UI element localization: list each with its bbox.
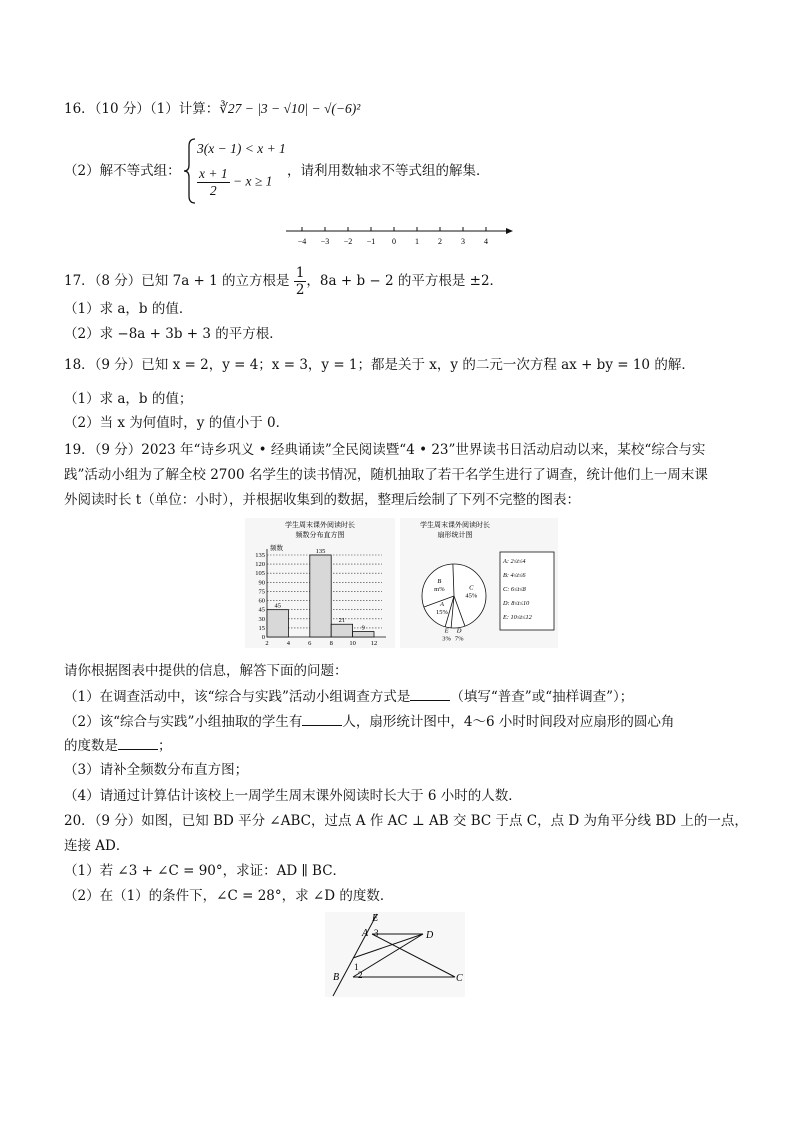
histogram-bar-label: 135	[315, 548, 326, 555]
q16-inequality-1: 3(x − 1) < x + 1	[197, 141, 286, 156]
q17-fraction	[294, 265, 307, 298]
line-ac	[372, 934, 455, 977]
histogram-ytick-label: 90	[258, 579, 265, 587]
histogram-ytick-label: 75	[258, 588, 265, 596]
histogram-ytick-label: 0	[261, 634, 265, 641]
histogram-ytick-label: 30	[258, 615, 265, 623]
q19-part3: （3）请补全频数分布直方图；	[64, 762, 249, 778]
pie-slice-label: E	[444, 627, 449, 635]
q19-blank-1[interactable]	[410, 688, 450, 701]
q16-fraction-den: 2	[209, 183, 217, 198]
number-line-tick-label: 1	[415, 237, 419, 246]
q19-part2-b: 人，扇形统计图中，4～6 小时时间段对应扇形的圆心角	[342, 714, 675, 730]
pie-legend-item: D: 8≤t≤10	[503, 600, 530, 607]
histogram-xtick-label: 2	[265, 640, 269, 647]
pie-slice-label: C	[469, 584, 474, 592]
pie-legend-item: B: 4≤t≤6	[503, 572, 526, 579]
q19-blank-2[interactable]	[302, 713, 342, 726]
number-line-tick-label: −2	[343, 237, 353, 246]
histogram-xtick-label: 6	[308, 640, 312, 647]
pie-legend-item: C: 6≤t≤8	[503, 586, 526, 593]
histogram-ytick-label: 60	[258, 597, 265, 605]
number-line-tick-label: −1	[366, 237, 376, 246]
q18-head: 18．（9 分）已知 x = 2，y = 4；x = 3，y = 1；都是关于 x，y 的二元一次方程 ax + by = 10 的解．	[64, 357, 695, 373]
pie-chart	[400, 518, 558, 648]
number-line-tick-label: 3	[461, 237, 465, 246]
histogram-bar	[310, 555, 331, 637]
label-angle-3: 3	[374, 928, 379, 938]
histogram-xtick-label: 12	[370, 640, 378, 647]
histogram-ytick-label: 120	[255, 561, 265, 569]
q18-part2: （2）当 x 为何值时，y 的值小于 0．	[64, 415, 290, 431]
label-b: B	[333, 972, 340, 983]
histogram-bar	[267, 610, 288, 637]
q19-line3: 外阅读时长 t（单位：小时），并根据收集到的数据，整理后绘制了下列不完整的图表：	[64, 492, 580, 508]
q16-fraction	[197, 166, 230, 199]
q20-line2: 连接 AD．	[64, 838, 130, 854]
pie-legend-item: A: 2≤t≤4	[503, 558, 526, 565]
q19-part4: （4）请通过计算估计该校上一周学生周末课外阅读时长大于 6 小时的人数．	[64, 788, 522, 804]
histogram-ytick-label: 45	[258, 606, 265, 614]
number-line-tick-label: −3	[320, 237, 330, 246]
number-line-tick-label: 0	[392, 237, 396, 246]
number-line-tick-label: −4	[297, 237, 307, 246]
q16-part2-label: （2）解不等式组：	[64, 163, 181, 179]
pie-legend-item: E: 10≤t≤12	[503, 614, 532, 621]
histogram-xtick-label: 4	[286, 640, 291, 647]
q19-part1-a: （1）在调查活动中，该“综合与实践”活动小组调查方式是	[64, 689, 411, 705]
q16-inequality-2-rest: − x ≥ 1	[232, 173, 273, 189]
q16-head: 16．（10 分）（1）计算：	[64, 101, 220, 117]
pie-slice-value: 3%	[442, 635, 451, 643]
histogram-subtitle: 频数分布直方图	[295, 531, 345, 539]
q17-head: 17．（8 分）已知 7a + 1 的立方根是	[64, 273, 290, 289]
q20-part2: （2）在（1）的条件下，∠C = 28°，求 ∠D 的度数．	[64, 888, 394, 904]
q19-part1-b: （填写“普查”或“抽样调查”）；	[450, 689, 634, 705]
histogram-xtick-label: 10	[349, 640, 356, 647]
pie-title: 学生周末课外阅读时长	[420, 521, 490, 529]
q16-part2-tail: ，请利用数轴求不等式组的解集．	[287, 163, 490, 179]
pie-slice-label: A	[440, 600, 444, 608]
label-c: C	[456, 973, 463, 984]
geometry-figure	[325, 912, 465, 997]
q20-line1: 20．（9 分）如图，已知 BD 平分 ∠ABC，过点 A 作 AC ⊥ AB 交 BC 于点 C，点 D 为角平分线 BD 上的一点，	[64, 813, 748, 829]
q17-fraction-den: 2	[295, 282, 305, 298]
q17-tail: ，8a + b − 2 的平方根是 ±2．	[306, 273, 504, 289]
q19-part2	[64, 713, 674, 731]
label-d: D	[426, 930, 434, 941]
q17-fraction-num: 1	[295, 265, 305, 281]
q19-line1: 19．（9 分）2023 年“诗乡巩义 • 经典诵读”全民阅读暨“4 • 23”世界读书日活动启动以来，某校“综合与实	[64, 442, 706, 458]
label-angle-2: 2	[358, 970, 363, 980]
histogram-ytick-label: 135	[255, 552, 265, 559]
number-line	[280, 222, 520, 252]
label-a: A	[362, 928, 369, 939]
q19-part2-d: ；	[158, 738, 172, 754]
histogram-xtick-label: 8	[329, 640, 333, 647]
q16-line1	[64, 100, 360, 118]
line-ea	[333, 914, 377, 996]
system-brace	[183, 138, 197, 204]
pie-slice-value: 45%	[465, 592, 478, 600]
pie-subtitle: 扇形统计图	[437, 531, 473, 539]
pie-slice-value: m%	[434, 586, 445, 594]
q19-part2-c: 的度数是	[64, 738, 118, 754]
histogram-ytick-label: 105	[255, 570, 265, 578]
histogram-bar	[331, 624, 352, 637]
q17-part2: （2）求 −8a + 3b + 3 的平方根．	[64, 326, 283, 342]
q16-expression: ∛27 − |3 − √10| − √(−6)²	[219, 101, 361, 116]
pie-slice-label: D	[456, 627, 462, 635]
number-line-tick-label: 4	[484, 237, 488, 246]
q17-line1	[64, 265, 503, 298]
q16-fraction-num: x + 1	[199, 166, 228, 181]
histogram-bar-label: 21	[338, 617, 346, 625]
number-line-tick-label: 2	[438, 237, 442, 246]
q19-part2-cont	[64, 737, 172, 755]
number-line-arrow-icon	[506, 228, 513, 234]
q18-part1: （1）求 a，b 的值；	[64, 391, 193, 407]
label-e: E	[372, 913, 379, 924]
q16-inequality-2	[197, 166, 272, 199]
q20-part1: （1）若 ∠3 + ∠C = 90°，求证：AD ∥ BC．	[64, 863, 347, 879]
histogram-title: 学生周末课外阅读时长	[285, 521, 355, 529]
q19-part1	[64, 688, 633, 706]
histogram-bar-label: 45	[274, 602, 281, 610]
pie-slice-label: B	[437, 578, 442, 586]
q19-line2: 践”活动小组为了解全校 2700 名学生的读书情况，随机抽取了若干名学生进行了调查，统计他们上一周末课	[64, 467, 708, 483]
q19-part2-a: （2）该“综合与实践”小组抽取的学生有	[64, 714, 303, 730]
histogram-bar-label: 9	[361, 624, 365, 632]
histogram-bar	[353, 632, 374, 637]
pie-slice-value: 7%	[454, 635, 464, 643]
histogram-ylabel: 频数	[270, 545, 283, 552]
q19-blank-3[interactable]	[118, 737, 158, 750]
q19-ask: 请你根据图表中提供的信息，解答下面的问题：	[64, 663, 348, 679]
histogram-chart	[245, 518, 395, 648]
label-angle-1: 1	[354, 962, 359, 972]
pie-slice-value: 15%	[436, 608, 448, 616]
histogram-ytick-label: 15	[258, 624, 265, 632]
q17-part1: （1）求 a，b 的值．	[64, 301, 193, 317]
